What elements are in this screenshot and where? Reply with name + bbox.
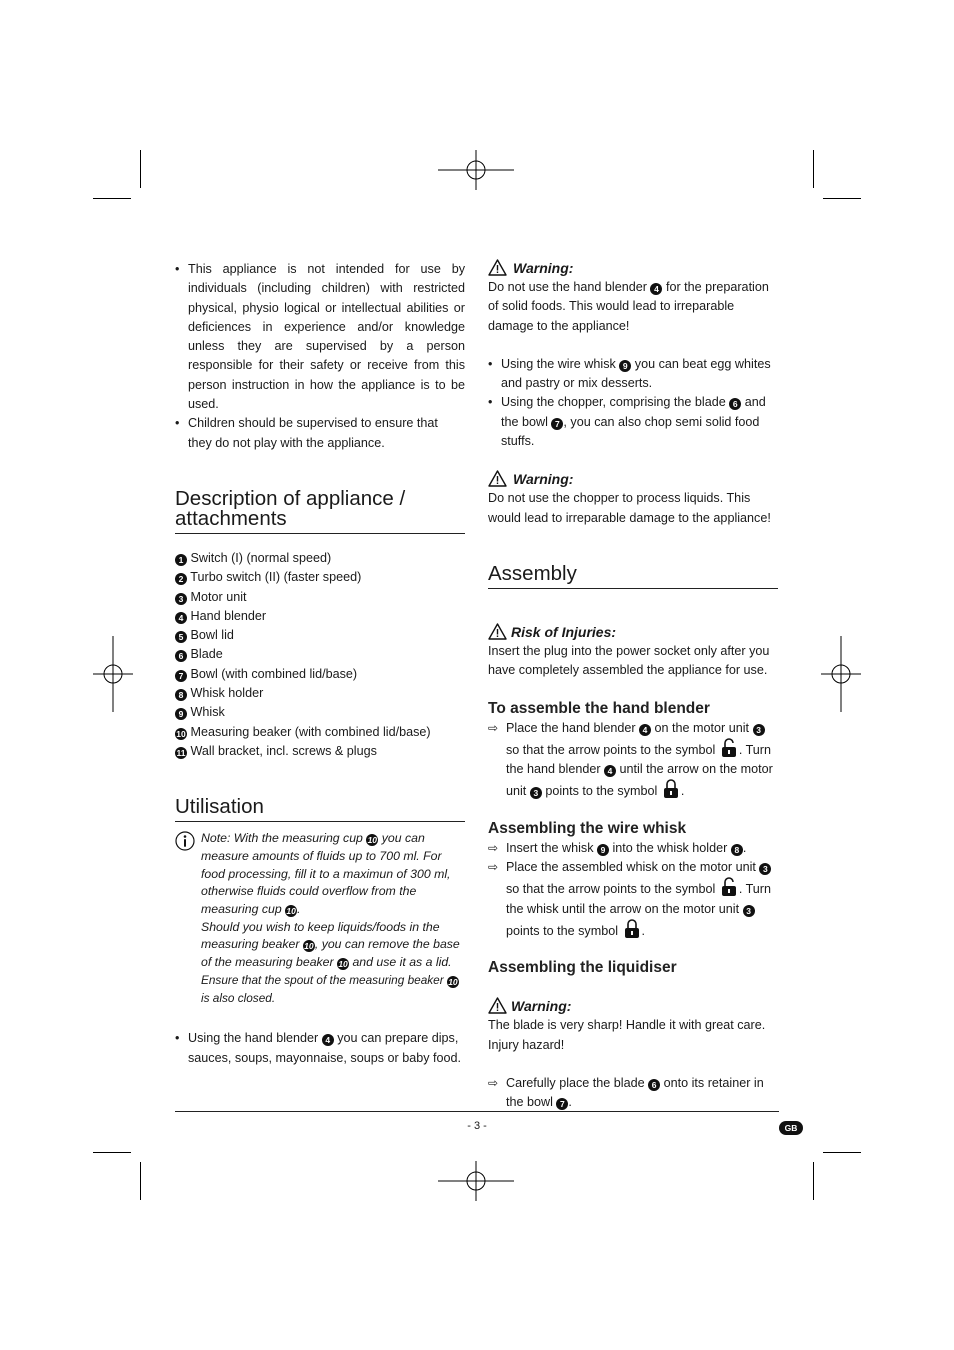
section-heading-description: Description of appliance / attachments [175, 489, 465, 534]
part-label: Turbo switch (II) (faster speed) [190, 570, 362, 585]
note-text: , you can remove the base of the measuring beaker [201, 937, 460, 970]
note-text: is also closed. [201, 990, 276, 1005]
part-label: Whisk holder [190, 686, 264, 701]
part-number-badge: 5 [175, 631, 187, 643]
right-column [488, 258, 778, 1112]
part-number-badge: 6 [648, 1079, 660, 1091]
country-badge: GB [779, 1121, 803, 1135]
warning-icon [488, 623, 507, 640]
note-text: you can measure amounts of fluids up to 700 ml. For food processing, fill it to a maximun of 300 ml, otherwise fluids could overflow from the measuring cup [201, 831, 451, 917]
step-text: so that the arrow points to the symbol [506, 742, 716, 757]
part-number-badge: 1 [175, 554, 187, 566]
step-text: until the arrow on the motor unit [506, 762, 773, 799]
part-number-badge: 9 [619, 360, 631, 372]
safety-bullet-list [175, 260, 465, 453]
warning-icon [488, 997, 507, 1014]
step-text: Insert the whisk [506, 840, 594, 855]
registration-mark-right [803, 636, 879, 712]
step-text: points to the symbol [506, 923, 619, 938]
step-text: on the motor unit [654, 720, 750, 735]
step-text: Carefully place the blade [506, 1075, 645, 1090]
bullet-text: Using the chopper, comprising the blade [501, 395, 726, 410]
part-label: Whisk [190, 705, 225, 720]
part-number-badge: 10 [286, 906, 296, 917]
warning-title: Warning: [488, 258, 778, 278]
list-item [175, 607, 465, 626]
list-item [175, 645, 465, 664]
list-item [488, 355, 778, 394]
step-text: points to the symbol [545, 784, 658, 799]
warning-text: Do not use the chopper to process liquids. This would lead to irreparable damage to the appliance! [488, 491, 771, 525]
part-number-badge: 9 [597, 844, 609, 856]
bullet-text: and the bowl [501, 395, 766, 429]
bullet-text: , you can also chop semi solid food stuffs. [501, 414, 760, 449]
bullet-text: you can beat egg whites and pastry or mix desserts. [501, 356, 771, 391]
subheading-wire-whisk: Assembling the wire whisk [488, 819, 687, 837]
list-item [175, 723, 465, 742]
list-item [175, 1029, 465, 1068]
part-number-badge: 4 [175, 612, 187, 624]
part-number-badge: 7 [175, 670, 187, 682]
arrow-right-icon: ⇨ [488, 860, 499, 875]
warning-text-part: Do not use the hand blender [488, 280, 647, 294]
unlock-icon [721, 877, 737, 897]
section-heading-assembly: Assembly [488, 564, 778, 589]
part-number-badge: 7 [551, 418, 563, 430]
part-label: Switch (I) (normal speed) [190, 550, 332, 565]
bullet-text: Using the hand blender [188, 1031, 319, 1046]
list-item [175, 684, 465, 703]
part-number-badge: 10 [367, 835, 378, 846]
step-text: . [641, 923, 646, 938]
registration-mark-top [438, 132, 514, 208]
step-text: so that the arrow points to the symbol [506, 882, 716, 897]
part-number-badge: 4 [322, 1034, 334, 1046]
part-number-badge: 10 [304, 941, 314, 952]
list-item [175, 626, 465, 645]
step-text: . [742, 840, 747, 855]
list-item [175, 549, 465, 568]
list-item [175, 703, 465, 722]
part-number-badge: 6 [175, 650, 187, 662]
list-item [175, 742, 465, 761]
part-number-badge: 3 [530, 787, 542, 799]
step-text: . Turn the hand blender [506, 742, 772, 777]
part-label: Bowl lid [190, 628, 234, 643]
part-number-badge: 2 [175, 573, 187, 585]
list-item [175, 568, 465, 587]
step-text: . [680, 784, 685, 799]
warning-icon [488, 259, 507, 276]
registration-mark-bottom [438, 1143, 514, 1219]
risk-title: Risk of Injuries: [488, 622, 778, 642]
part-number-badge: 3 [759, 863, 771, 875]
bullet-text: you can prepare dips, sauces, soups, mayonnaise, soups or baby food. [188, 1031, 462, 1065]
parts-list [175, 549, 465, 761]
list-item [175, 665, 465, 684]
note-paragraph [201, 972, 465, 1007]
left-column [175, 260, 465, 1068]
part-number-badge: 4 [650, 283, 662, 295]
warning-text: The blade is very sharp! Handle it with great care. Injury hazard! [488, 1018, 766, 1052]
unlock-icon [721, 738, 737, 758]
part-number-badge: 3 [175, 593, 187, 605]
note-text: Should you wish to keep liquids/foods in the measuring beaker [201, 919, 440, 952]
lock-icon [624, 919, 640, 939]
warning-icon [488, 470, 507, 487]
page-number: - 3 - [467, 1120, 487, 1132]
risk-text: Insert the plug into the power socket only after you have completely assembled the appliance for use. [488, 643, 770, 678]
part-number-badge: 10 [338, 959, 348, 970]
instruction-step [488, 1074, 778, 1113]
note-text: Note: With the measuring cup [201, 831, 363, 846]
part-label: Hand blender [190, 608, 267, 623]
part-label: Motor unit [190, 589, 247, 604]
subheading-hand-blender: To assemble the hand blender [488, 699, 710, 717]
part-label: Bowl (with combined lid/base) [190, 666, 358, 681]
arrow-right-icon: ⇨ [488, 1075, 499, 1090]
warning-text [488, 278, 778, 336]
part-number-badge: 6 [729, 398, 741, 410]
usage-bullet-list [488, 355, 778, 451]
part-label: Wall bracket, incl. screws & plugs [190, 743, 377, 758]
list-item: • This appliance is not intended for use by individuals (including children) with restricted physical, physio logical or intellectual abilities or deficiences in experience and/or knowledge unless they are supervised by a person responsible for their safety or receive from this person instruction in how the appliance is to be used. [175, 260, 465, 414]
note-paragraph [201, 830, 465, 919]
part-label: Blade [190, 647, 223, 662]
footer-rule [175, 1111, 779, 1112]
step-text: Place the assembled whisk on the motor unit [506, 860, 756, 875]
arrow-right-icon: ⇨ [488, 840, 499, 855]
note-block [175, 830, 465, 1007]
instruction-step [488, 839, 778, 858]
step-text: . [568, 1095, 572, 1110]
part-number-badge: 8 [731, 844, 743, 856]
instruction-step [488, 719, 778, 802]
part-number-badge: 9 [175, 708, 187, 720]
warning-text-part: for the preparation of solid foods. This would lead to irreparable damage to the appliance! [488, 280, 769, 333]
warning-title: Warning: [488, 996, 778, 1016]
subheading-liquidiser: Assembling the liquidiser [488, 959, 677, 977]
part-number-badge: 10 [176, 728, 186, 739]
part-number-badge: 3 [743, 905, 755, 917]
part-number-badge: 8 [175, 689, 187, 701]
warning-title: Warning: [488, 469, 778, 489]
part-number-badge: 11 [176, 747, 186, 758]
list-item [488, 393, 778, 451]
step-text: into the whisk holder [612, 840, 728, 855]
step-text: onto its retainer in the bowl [506, 1075, 764, 1110]
registration-mark-left [75, 636, 151, 712]
part-number-badge: 10 [448, 976, 458, 987]
instruction-step [488, 858, 778, 941]
part-number-badge: 3 [753, 724, 765, 736]
note-text: and use it as a lid. [352, 955, 452, 970]
note-text: Ensure that the spout of the measuring beaker [201, 972, 444, 987]
step-text: Place the hand blender [506, 720, 636, 735]
part-number-badge: 7 [556, 1098, 568, 1110]
part-number-badge: 4 [639, 724, 651, 736]
lock-icon [663, 779, 679, 799]
info-icon [175, 831, 195, 851]
list-item: • Children should be supervised to ensure that they do not play with the appliance. [175, 414, 465, 453]
note-text: . [297, 902, 301, 917]
step-text: . Turn the whisk until the arrow on the motor unit [506, 882, 772, 916]
part-label: Measuring beaker (with combined lid/base) [190, 724, 431, 739]
arrow-right-icon: ⇨ [488, 720, 499, 735]
bullet-text: Using the wire whisk [501, 356, 616, 371]
list-item [175, 588, 465, 607]
part-number-badge: 4 [604, 765, 616, 777]
note-paragraph [201, 919, 465, 972]
section-heading-utilisation: Utilisation [175, 797, 465, 822]
